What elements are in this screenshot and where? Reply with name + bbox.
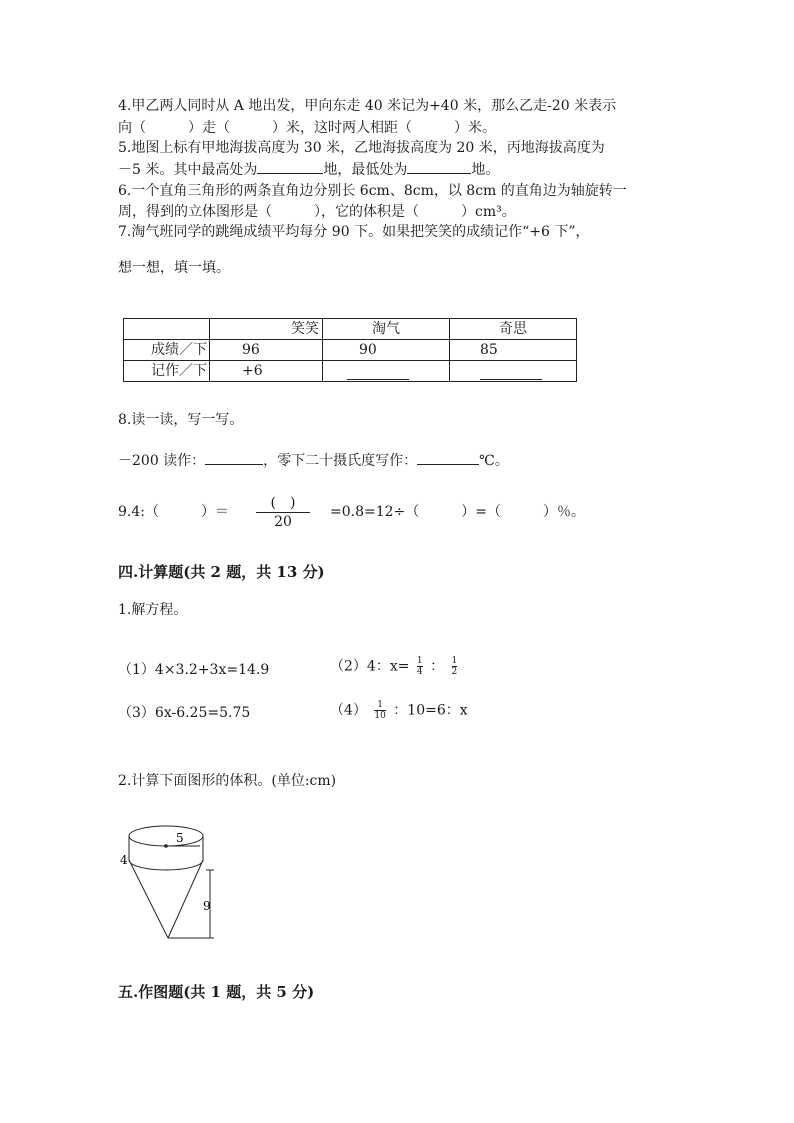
- radius-label: 5: [176, 831, 184, 845]
- q9-frac-den: 20: [274, 514, 292, 530]
- q8-blank-read[interactable]: [205, 450, 263, 465]
- equation-3: （3）6x-6.25=5.75: [118, 705, 251, 721]
- equation-4: [330, 700, 468, 721]
- section4-title: 四.计算题(共 2 题，共 13 分): [118, 563, 325, 581]
- table-header-xiaoxiao: 笑笑: [210, 319, 323, 340]
- section4-q2-title: 2.计算下面图形的体积。(单位:cm): [118, 773, 337, 789]
- q8-text-c: ℃。: [479, 453, 509, 469]
- q8-blank-write[interactable]: [417, 450, 479, 465]
- eq4-text-b: ：10=6：x: [393, 702, 468, 719]
- score-table: [123, 318, 577, 382]
- q5-text-b: 地，最低处为: [323, 162, 408, 178]
- q5-blank-highest[interactable]: [257, 159, 323, 174]
- table-corner-cell: [124, 319, 210, 340]
- q6-line2: 周，得到的立体图形是（ ），它的体积是（ ）cm³。: [118, 204, 516, 220]
- table-cell-record-xiaoxiao: +6: [210, 361, 323, 382]
- eq2-fraction-1: [417, 656, 423, 677]
- q9-fraction: [256, 495, 310, 530]
- eq2-text-mid: ：: [430, 658, 445, 675]
- record-qisi-blank[interactable]: [480, 379, 542, 380]
- equation-1: （1）4×3.2+3x=14.9: [118, 662, 270, 678]
- q8-text-b: ，零下二十摄氏度写作：: [263, 453, 418, 469]
- q5-text-a: －5 米。其中最高处为: [118, 162, 258, 178]
- center-dot: [164, 844, 168, 848]
- table-row-label-record: 记作／下: [124, 361, 210, 382]
- q9-frac-num[interactable]: ( ): [270, 495, 296, 511]
- q7-line2: 想一想，填一填。: [118, 260, 230, 276]
- q9-frac-bar: [256, 512, 310, 513]
- q7-line1: 7.淘气班同学的跳绳成绩平均每分 90 下。如果把笑笑的成绩记作“+6 下”，: [118, 224, 590, 240]
- q5-blank-lowest[interactable]: [407, 159, 471, 174]
- eq2-text-a: （2）4：x=: [330, 658, 410, 675]
- q6-line1: 6.一个直角三角形的两条直角边分别长 6cm、8cm，以 8cm 的直角边为轴旋转一: [118, 183, 627, 199]
- cylinder-bottom-arc: [129, 860, 203, 870]
- record-taoqi-blank[interactable]: [347, 379, 409, 380]
- table-row: [124, 361, 577, 382]
- cone-left-side: [129, 860, 168, 938]
- q9-suffix: =0.8=12÷（ ）=（ ）％。: [330, 504, 586, 520]
- eq4-f-den: 10: [374, 711, 386, 721]
- q4-line2: 向（ ）走（ ）米，这时两人相距（ ）米。: [118, 120, 496, 136]
- equation-2: [330, 656, 460, 677]
- q5-line2: [118, 159, 499, 180]
- table-cell-record-qisi[interactable]: [450, 361, 577, 382]
- eq2-f2-den: 2: [451, 667, 458, 677]
- table-row: [124, 340, 577, 361]
- table-row-label-score: 成绩／下: [124, 340, 210, 361]
- eq2-f1-num: 1: [416, 656, 423, 666]
- q8-title: 8.读一读，写一写。: [118, 412, 244, 428]
- cylinder-top-ellipse: [129, 826, 203, 846]
- table-header-qisi: 奇思: [450, 319, 577, 340]
- eq2-fraction-2: [452, 656, 458, 677]
- section4-q1-title: 1.解方程。: [118, 602, 188, 618]
- cylinder-height-label: 4: [120, 853, 128, 867]
- eq2-f2-num: 1: [451, 656, 458, 666]
- q5-line1: 5.地图上标有甲地海拔高度为 30 米，乙地海拔高度为 20 米，丙地海拔高度为: [118, 140, 605, 156]
- table-cell-score-xiaoxiao: 96: [210, 340, 323, 361]
- section5-title: 五.作图题(共 1 题，共 5 分): [118, 983, 315, 1001]
- eq4-text-a: （4）: [330, 702, 367, 719]
- eq2-f1-den: 4: [416, 667, 423, 677]
- table-row: [124, 319, 577, 340]
- q5-text-c: 地。: [471, 162, 500, 178]
- q4-line1: 4.甲乙两人同时从 A 地出发，甲向东走 40 米记为+40 米，那么乙走-20 米表示: [118, 98, 617, 114]
- table-cell-score-taoqi: 90: [323, 340, 450, 361]
- table-cell-record-taoqi[interactable]: [323, 361, 450, 382]
- cone-height-label: 9: [203, 899, 211, 913]
- cone-right-side: [168, 860, 203, 938]
- q9-prefix: 9.4:（ ）＝: [118, 504, 229, 520]
- cylinder-cone-figure: [112, 818, 222, 946]
- table-header-taoqi: 淘气: [323, 319, 450, 340]
- q8-text-a: －200 读作：: [118, 453, 206, 469]
- table-cell-score-qisi: 85: [450, 340, 577, 361]
- eq4-fraction: [374, 700, 385, 721]
- q8-line: [118, 450, 509, 471]
- eq4-f-num: 1: [377, 700, 383, 710]
